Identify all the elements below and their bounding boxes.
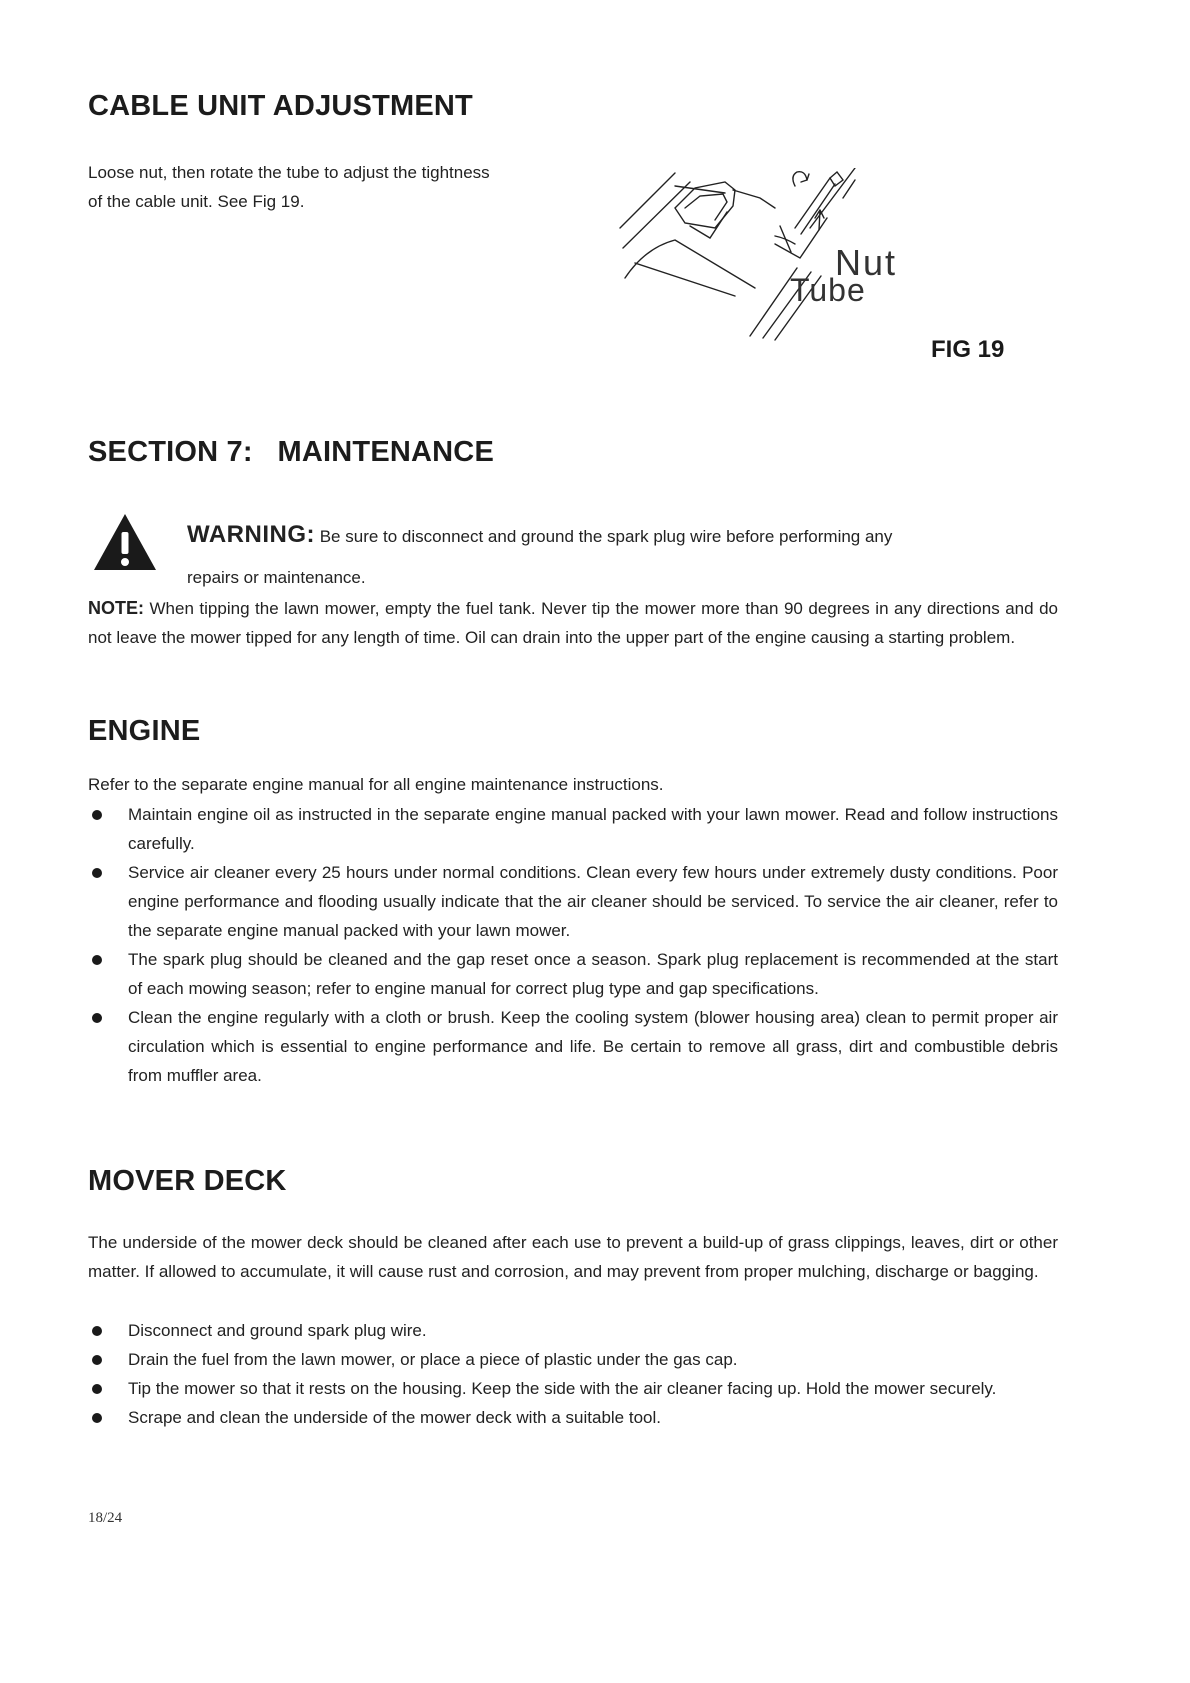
warning-text: Be sure to disconnect and ground the spark plug wire before performing any bbox=[319, 527, 893, 546]
list-item: Scrape and clean the underside of the mower deck with a suitable tool. bbox=[88, 1403, 1058, 1432]
note-block bbox=[88, 594, 1058, 652]
warning-triangle-icon bbox=[92, 512, 158, 572]
fig-19-caption: FIG 19 bbox=[931, 336, 1005, 363]
cable-section-title: CABLE UNIT ADJUSTMENT bbox=[88, 90, 473, 122]
engine-section-title: ENGINE bbox=[88, 715, 201, 747]
engine-intro: Refer to the separate engine manual for all engine maintenance instructions. bbox=[88, 775, 664, 794]
note-text: When tipping the lawn mower, empty the fuel tank. Never tip the mower more than 90 degrees in any directions and do not leave the mower tipped for any length of time. Oil can drain into the upper part of the engine causing a starting problem. bbox=[88, 599, 1058, 647]
engine-bullet-list bbox=[88, 800, 1058, 1090]
deck-intro: The underside of the mower deck should be cleaned after each use to prevent a build-up of grass clippings, leaves, dirt or other matter. If allowed to accumulate, it will cause rust and corrosion, and may prevent from proper mulching, discharge or bagging. bbox=[88, 1233, 1058, 1281]
deck-bullet-list bbox=[88, 1316, 1058, 1432]
fig-19-nut-label: Nut bbox=[835, 242, 898, 283]
list-item: Drain the fuel from the lawn mower, or place a piece of plastic under the gas cap. bbox=[88, 1345, 1058, 1374]
fig-19-tube-label: Tube bbox=[790, 272, 866, 308]
cable-section-body bbox=[88, 158, 608, 216]
list-item: Disconnect and ground spark plug wire. bbox=[88, 1316, 1058, 1345]
cable-body-line-2: of the cable unit. See Fig 19. bbox=[88, 192, 305, 211]
note-label: NOTE: bbox=[88, 598, 144, 618]
list-item: The spark plug should be cleaned and the gap reset once a season. Spark plug replacement is recommended at the start of each mowing season; refer to engine manual for correct plug type and gap specifications. bbox=[88, 945, 1058, 1003]
list-item: Maintain engine oil as instructed in the separate engine manual packed with your lawn mower. Read and follow instructions carefully. bbox=[88, 800, 1058, 858]
list-item: Service air cleaner every 25 hours under normal conditions. Clean every few hours under extremely dusty conditions. Poor engine performance and flooding usually indicate that the air cleaner should be serviced. To service the air cleaner, refer to the separate engine manual packed with your lawn mower. bbox=[88, 858, 1058, 945]
warning-label: WARNING: bbox=[187, 521, 315, 548]
warning-block bbox=[187, 520, 1059, 551]
page-number: 18/24 bbox=[88, 1510, 123, 1526]
maintenance-section-title: SECTION 7: MAINTENANCE bbox=[88, 436, 494, 468]
warning-text-continued: repairs or maintenance. bbox=[187, 568, 366, 587]
list-item: Clean the engine regularly with a cloth or brush. Keep the cooling system (blower housing area) clean to permit proper air circulation which is essential to engine performance and life. Be certain to remove all grass, dirt and combustible debris from muffler area. bbox=[88, 1003, 1058, 1090]
list-item: Tip the mower so that it rests on the housing. Keep the side with the air cleaner facing up. Hold the mower securely. bbox=[88, 1374, 1058, 1403]
cable-body-line-1: Loose nut, then rotate the tube to adjust the tightness bbox=[88, 163, 490, 182]
deck-section-title: MOVER DECK bbox=[88, 1165, 287, 1197]
